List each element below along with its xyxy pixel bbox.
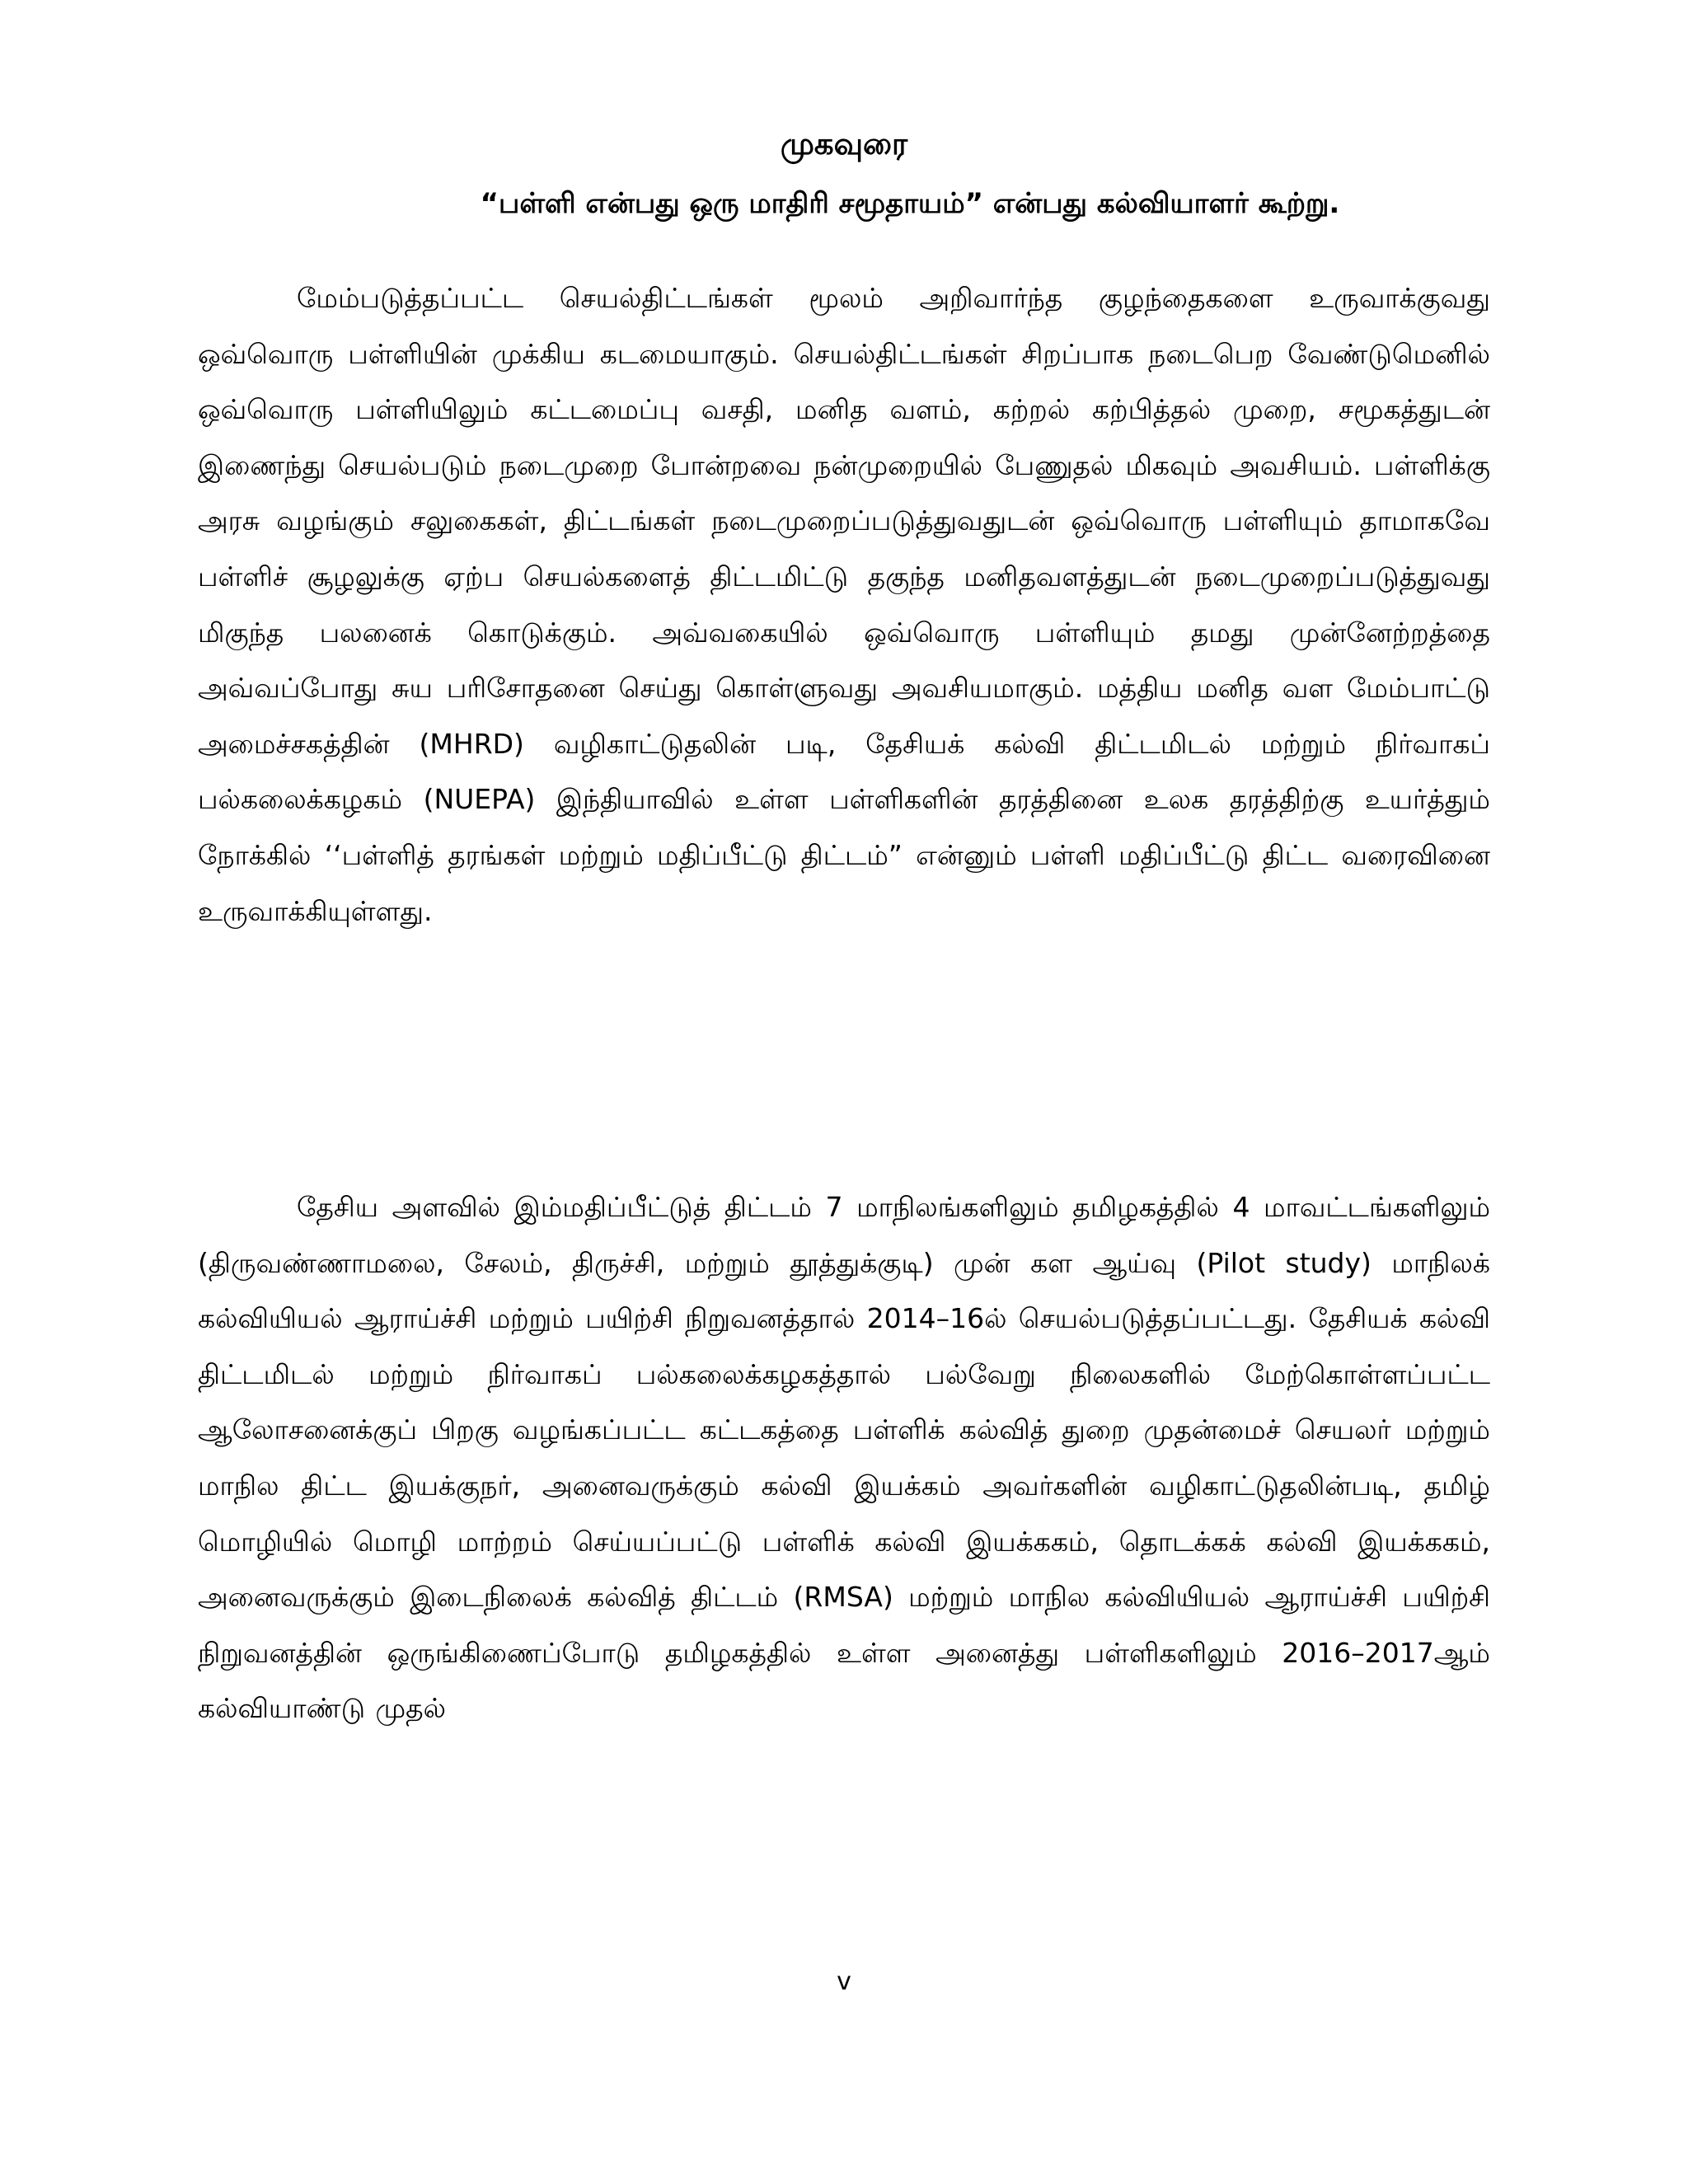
paragraph-intro: மேம்படுத்தப்பட்ட செயல்திட்டங்கள் மூலம் அறிவார்ந்த குழந்தைகளை உருவாக்குவது ஒவ்வொரு பள்ளியின் முக்கிய கடமையாகும். செயல்திட்டங்கள் சிறப்பாக நடைபெற வேண்டுமெனில் ஒவ்வொரு பள்ளியிலும் கட்டமைப்பு வசதி, மனித வளம், கற்றல் கற்பித்தல் முறை, சமூகத்துடன் இணைந்து செயல்படும் நடைமுறை போன்றவை நன்முறையில் பேணுதல் மிகவும் அவசியம். பள்ளிக்கு அரசு வழங்கும் சலுகைகள், திட்டங்கள் நடைமுறைப்படுத்துவதுடன் ஒவ்வொரு பள்ளியும் தாமாகவே பள்ளிச் சூழலுக்கு ஏற்ப செயல்களைத் திட்டமிட்டு தகுந்த மனிதவளத்துடன் நடைமுறைப்படுத்துவது மிகுந்த பலனைக் கொடுக்கும். அவ்வகையில் ஒவ்வொரு பள்ளியும் தமது முன்னேற்றத்தை அவ்வப்போது சுய பரிசோதனை செய்து கொள்ளுவது அவசியமாகும். மத்திய மனித வள மேம்பாட்டு அமைச்சகத்தின் (MHRD) வழிகாட்டுதலின் படி, தேசியக் கல்வி திட்டமிடல் மற்றும் நிர்வாகப் பல்கலைக்கழகம் (NUEPA) இந்தியாவில் உள்ள பள்ளிகளின் தரத்தினை உலக தரத்திற்கு உயர்த்தும் நோக்கில் ‘‘பள்ளித் தரங்கள் மற்றும் மதிப்பீட்டு திட்டம்” என்னும் பள்ளி மதிப்பீட்டு திட்ட வரைவினை உருவாக்கியுள்ளது. — [198, 282, 1490, 927]
page-title: முகவுரை — [780, 126, 908, 162]
page-number: v — [837, 1967, 851, 1996]
epigraph-quote: “பள்ளி என்பது ஒரு மாதிரி சமூதாயம்” என்பது கல்வியாளர் கூற்று. — [480, 187, 1340, 220]
paragraph-national-assessment: தேசிய அளவில் இம்மதிப்பீட்டுத் திட்டம் 7 மாநிலங்களிலும் தமிழகத்தில் 4 மாவட்டங்களிலும் (திருவண்ணாமலை, சேலம், திருச்சி, மற்றும் தூத்துக்குடி) முன் கள ஆய்வு (Pilot study) மாநிலக் கல்வியியல் ஆராய்ச்சி மற்றும் பயிற்சி நிறுவனத்தால் 2014–16ல் செயல்படுத்தப்பட்டது. தேசியக் கல்வி திட்டமிடல் மற்றும் நிர்வாகப் பல்கலைக்கழகத்தால் பல்வேறு நிலைகளில் மேற்கொள்ளப்பட்ட ஆலோசனைக்குப் பிறகு வழங்கப்பட்ட கட்டகத்தை பள்ளிக் கல்வித் துறை முதன்மைச் செயலர் மற்றும் மாநில திட்ட இயக்குநர், அனைவருக்கும் கல்வி இயக்கம் அவர்களின் வழிகாட்டுதலின்படி, தமிழ் மொழியில் மொழி மாற்றம் செய்யப்பட்டு பள்ளிக் கல்வி இயக்ககம், தொடக்கக் கல்வி இயக்ககம், அனைவருக்கும் இடைநிலைக் கல்வித் திட்டம் (RMSA) மற்றும் மாநில கல்வியியல் ஆராய்ச்சி பயிற்சி நிறுவனத்தின் ஒருங்கிணைப்போடு தமிழகத்தில் உள்ள அனைத்து பள்ளிகளிலும் 2016–2017ஆம் கல்வியாண்டு முதல் — [198, 1191, 1490, 1725]
